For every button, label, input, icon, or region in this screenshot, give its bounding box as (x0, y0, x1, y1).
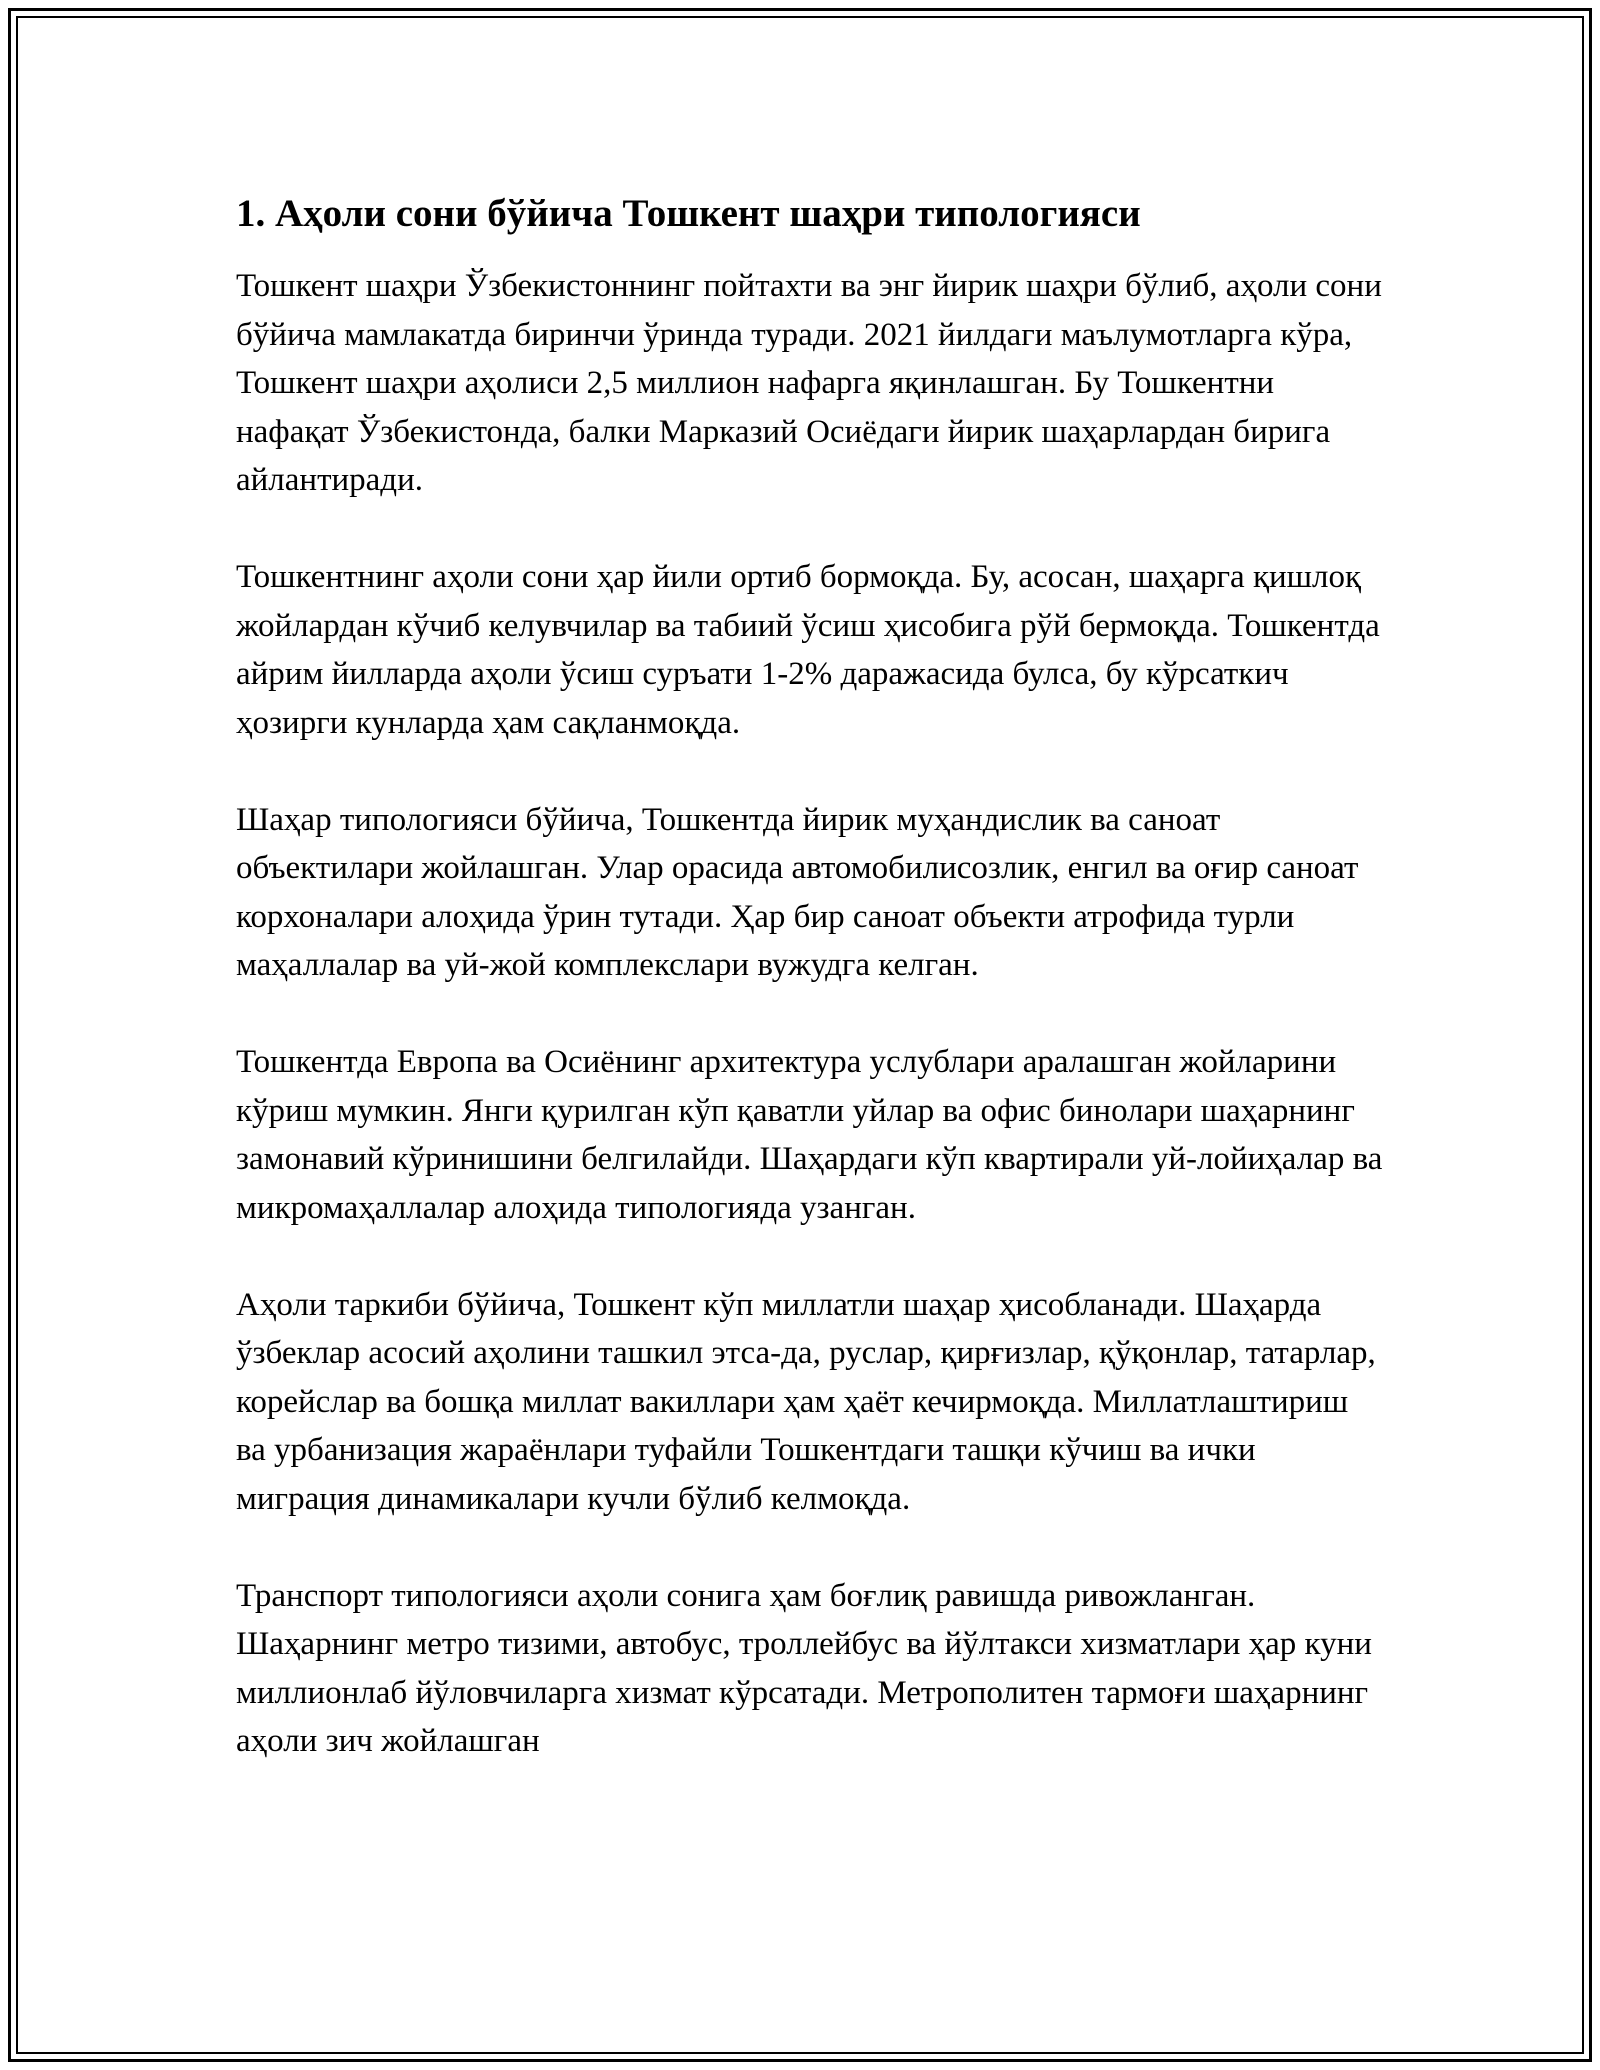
paragraph-6: Транспорт типологияси аҳоли сонига ҳам боғлиқ равишда ривожланган. Шаҳарнинг метро тизими, автобус, троллейбус ва йўлтакси хизматлари ҳар куни миллионлаб йўловчиларга хизмат кўрсатади. Метрополитен тармоғи шаҳарнинг аҳоли зич жойлашган (236, 1577, 1372, 1759)
paragraph-4: Тошкентда Европа ва Осиёнинг архитектура услублари аралашган жойларини кўриш мумкин. Янги қурилган кўп қаватли уйлар ва офис бинолари шаҳарнинг замонавий кўринишини белгилайди. Шаҳардаги кўп квартирали уй-лойиҳалар ва микромаҳаллалар алоҳида типологияда узанган. (236, 1044, 1383, 1226)
document-body (236, 186, 1386, 1814)
section-heading: 1. Аҳоли сони бўйича Тошкент шаҳри типологияси (236, 192, 1141, 235)
paragraph-1: Тошкент шаҳри Ўзбекистоннинг пойтахти ва энг йирик шаҳри бўлиб, аҳоли сони бўйича мамлакатда биринчи ўринда туради. 2021 йилдаги маълумотларга кўра, Тошкент шаҳри аҳолиси 2,5 миллион нафарга яқинлашган. Бу Тошкентни нафақат Ўзбекистонда, балки Марказий Осиёдаги йирик шаҳарлардан бирига айлантиради. (236, 268, 1382, 498)
paragraph-2: Тошкентнинг аҳоли сони ҳар йили ортиб бормоқда. Бу, асосан, шаҳарга қишлоқ жойлардан кўчиб келувчилар ва табиий ўсиш ҳисобига рўй бермоқда. Тошкентда айрим йилларда аҳоли ўсиш суръати 1-2% даражасида булса, бу кўрсаткич ҳозирги кунларда ҳам сақланмоқда. (236, 559, 1380, 741)
paragraph-5: Аҳоли таркиби бўйича, Тошкент кўп миллатли шаҳар ҳисобланади. Шаҳарда ўзбеклар асосий аҳолини ташкил этса-да, руслар, қирғизлар, қўқонлар, татарлар, корейслар ва бошқа миллат вакиллари ҳам ҳаёт кечирмоқда. Миллатлаштириш ва урбанизация жараёнлари туфайли Тошкентдаги ташқи кўчиш ва ички миграция динамикалари кучли бўлиб келмоқда. (236, 1286, 1376, 1517)
paragraph-3: Шаҳар типологияси бўйича, Тошкентда йирик муҳандислик ва саноат объектилари жойлашган. Улар орасида автомобилисозлик, енгил ва оғир саноат корхоналари алоҳида ўрин тутади. Ҳар бир саноат объекти атрофида турли маҳаллалар ва уй-жой комплекслари вужудга келган. (236, 801, 1359, 983)
